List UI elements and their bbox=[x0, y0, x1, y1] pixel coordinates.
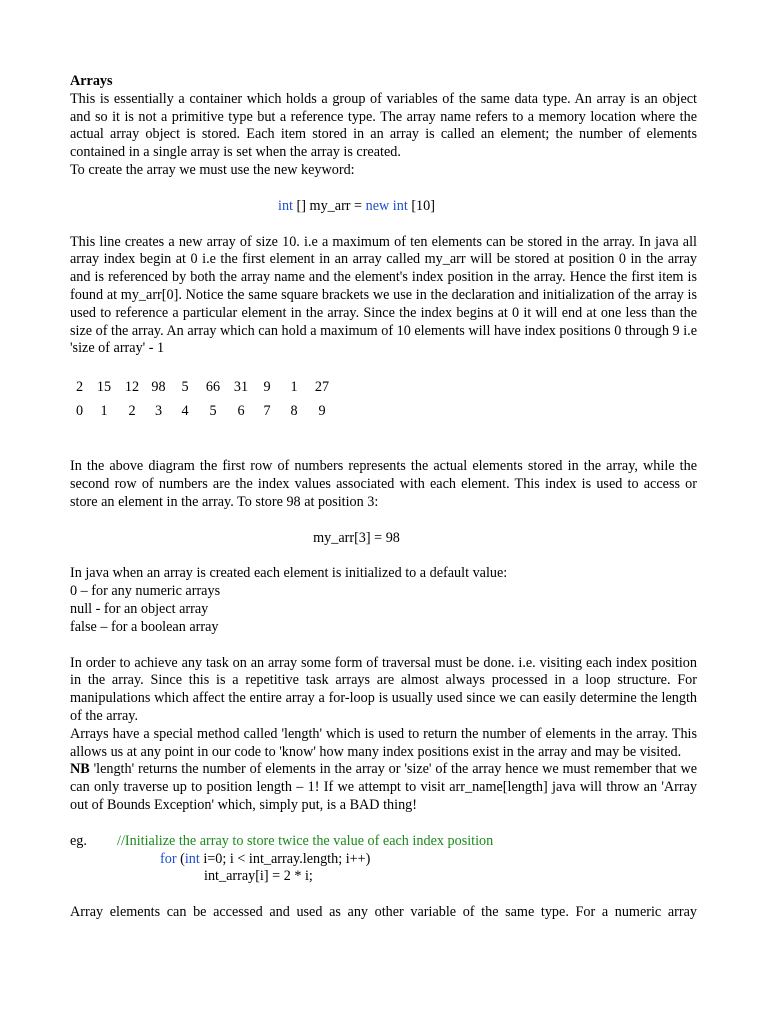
nb-text: 'length' returns the number of elements in the array or 'size' of the array hence we must remember that we can only traverse up to position length – 1! If we attempt to visit arr_name[length] java will throw an 'Array out of Bounds Exception' which, simply put, is a BAD thing! bbox=[70, 761, 697, 813]
array-declaration-code bbox=[70, 198, 697, 216]
diagram-explanation-paragraph: In the above diagram the first row of numbers represents the actual elements stored in the array, while the second row of numbers are the index values associated with each element. This index is used to access or store an element in the array. To store 98 at position 3: bbox=[70, 458, 697, 510]
array-value-cell: 27 bbox=[314, 379, 330, 396]
array-value-cell: 15 bbox=[96, 379, 112, 396]
declaration-middle: [] my_arr = bbox=[293, 197, 366, 214]
array-index-cell: 7 bbox=[263, 403, 271, 420]
keyword-int: int bbox=[278, 197, 293, 214]
array-index-cell: 2 bbox=[128, 403, 136, 420]
default-object: null - for an object array bbox=[70, 600, 209, 617]
array-value-cell: 2 bbox=[75, 379, 84, 396]
array-value-cell: 12 bbox=[124, 379, 140, 396]
declaration-end: [10] bbox=[407, 197, 435, 214]
keyword-int-loop: int bbox=[184, 850, 200, 867]
array-values-row bbox=[70, 376, 336, 400]
array-value-cell: 31 bbox=[233, 379, 249, 396]
nb-paragraph bbox=[70, 761, 697, 814]
array-value-cell: 9 bbox=[263, 379, 271, 396]
keyword-new-int: new int bbox=[365, 197, 408, 214]
array-value-cell: 66 bbox=[205, 379, 221, 396]
array-index-cell: 8 bbox=[290, 403, 298, 420]
array-value-cell: 5 bbox=[181, 379, 189, 396]
array-index-cell: 3 bbox=[154, 403, 163, 420]
default-numeric: 0 – for any numeric arrays bbox=[70, 583, 221, 600]
default-boolean: false – for a boolean array bbox=[70, 618, 219, 635]
traversal-paragraph: In order to achieve any task on an array some form of traversal must be done. i.e. visiting each index position in the array. Since this is a repetitive task arrays are almost always processed in a loop structure. For manipulations which affect the entire array a for-loop is usually used since we can easily determine the length of the array. bbox=[70, 654, 697, 724]
for-rest: i=0; i < int_array.length; i++) bbox=[199, 850, 371, 867]
defaults-intro: In java when an array is created each element is initialized to a default value: bbox=[70, 565, 508, 582]
final-paragraph: Array elements can be accessed and used as any other variable of the same type. For a numeric array bbox=[70, 904, 697, 921]
array-index-cell: 9 bbox=[318, 403, 326, 420]
array-index-cell: 1 bbox=[100, 403, 108, 420]
store-example-code: my_arr[3] = 98 bbox=[313, 529, 400, 546]
array-value-cell: 98 bbox=[151, 379, 166, 396]
nb-label: NB bbox=[70, 761, 90, 778]
code-for-line bbox=[70, 851, 697, 869]
keyword-for: for bbox=[160, 850, 177, 867]
code-body-line: int_array[i] = 2 * i; bbox=[204, 868, 313, 885]
for-open-paren: ( bbox=[176, 850, 185, 867]
code-comment: //Initialize the array to store twice the value of each index position bbox=[117, 832, 494, 849]
array-index-row bbox=[70, 400, 336, 424]
array-index-cell: 6 bbox=[237, 403, 245, 420]
array-index-cell: 4 bbox=[181, 403, 189, 420]
array-size-paragraph: This line creates a new array of size 10. i.e a maximum of ten elements can be stored in the array. In java all array index begin at 0 i.e the first element in an array called my_arr will be stored at position 0 in the array and is referenced by both the array name and the element's index position in the array. Hence the first item is found at my_arr[0]. Notice the same square brackets we use in the declaration and initialization of the array is used to reference a particular element in the array. Since the index begins at 0 it will end at one less than the size of the array. An array which can hold a maximum of 10 elements will have index positions 0 through 9 i.e 'size of array' - 1 bbox=[70, 233, 697, 357]
array-diagram bbox=[70, 376, 336, 424]
intro-keyword-line: To create the array we must use the new keyword: bbox=[70, 161, 355, 178]
array-index-cell: 5 bbox=[209, 403, 217, 420]
intro-paragraph: This is essentially a container which holds a group of variables of the same data type. An array is an object and so it is not a primitive type but a reference type. The array name refers to a memory location where the actual array object is stored. Each item stored in an array is called an element; the number of elements contained in a single array is set when the array is created. bbox=[70, 90, 697, 161]
length-method-paragraph: Arrays have a special method called 'length' which is used to return the number of elements in the array. This allows us at any point in our code to 'know' how many index positions exist in the array and may be visited. bbox=[70, 725, 697, 760]
section-heading: Arrays bbox=[70, 73, 113, 89]
array-index-cell: 0 bbox=[75, 403, 84, 420]
document-page bbox=[70, 73, 697, 922]
code-comment-line bbox=[70, 833, 697, 851]
eg-label: eg. bbox=[70, 832, 87, 849]
array-value-cell: 1 bbox=[290, 379, 298, 396]
code-example bbox=[70, 833, 697, 886]
